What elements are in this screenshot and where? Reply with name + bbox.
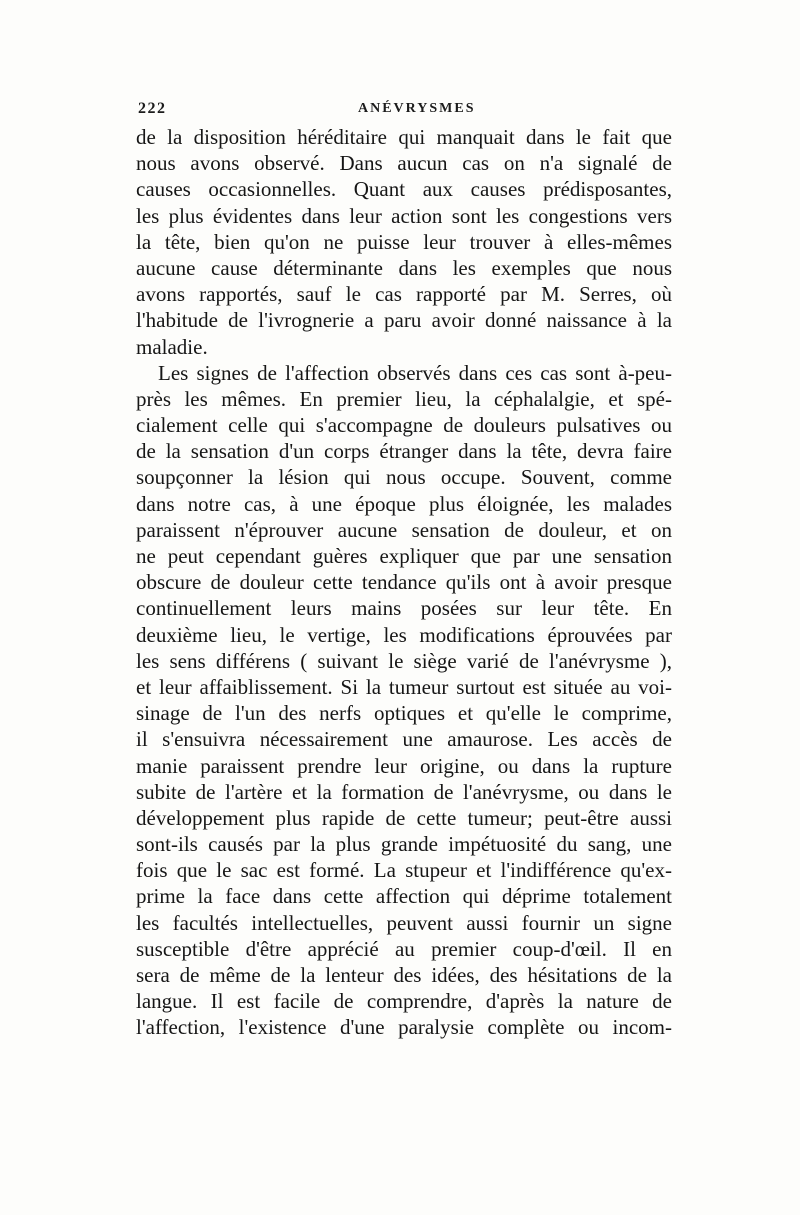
text-line: causes occasionnelles. Quant aux causes prédisposantes, — [136, 177, 672, 202]
text-line: dans notre cas, à une époque plus éloignée, les malades — [136, 491, 672, 516]
text-line: subite de l'artère et la formation de l'anévrysme, ou dans le — [136, 779, 672, 804]
text-line: les sens différens ( suivant le siège varié de l'anévrysme ), — [136, 648, 672, 673]
text-line: susceptible d'être apprécié au premier coup-d'œil. Il en — [136, 936, 672, 961]
text-line: la tête, bien qu'on ne puisse leur trouver à elles-mêmes — [136, 229, 672, 254]
page-header — [138, 100, 668, 124]
body-text — [136, 124, 672, 1041]
text-line: langue. Il est facile de comprendre, d'après la nature de — [136, 989, 672, 1014]
text-line: de la disposition héréditaire qui manquait dans le fait que — [136, 125, 672, 149]
text-line: continuellement leurs mains posées sur leur tête. En — [136, 596, 672, 621]
text-line: développement plus rapide de cette tumeur; peut-être aussi — [136, 805, 672, 830]
text-line: fois que le sac est formé. La stupeur et l'indifférence qu'ex- — [136, 858, 672, 883]
paragraph-2 — [136, 360, 672, 1041]
text-line: Les signes de l'affection observés dans ces cas sont à-peu- — [158, 360, 672, 385]
text-line: deuxième lieu, le vertige, les modifications éprouvées par — [136, 622, 672, 647]
text-line: l'habitude de l'ivrognerie a paru avoir donné naissance à la — [136, 308, 672, 333]
text-line: de la sensation d'un corps étranger dans la tête, devra faire — [136, 439, 672, 464]
text-line: prime la face dans cette affection qui déprime totalement — [136, 884, 672, 909]
text-line: sont-ils causés par la plus grande impétuosité du sang, une — [136, 832, 672, 857]
running-title: ANÉVRYSMES — [358, 101, 476, 116]
text-line: les plus évidentes dans leur action sont les congestions vers — [136, 203, 672, 228]
text-line: obscure de douleur cette tendance qu'ils ont à avoir presque — [136, 570, 672, 595]
text-line: maladie. — [136, 334, 208, 359]
text-line: ne peut cependant guères expliquer que par une sensation — [136, 544, 672, 568]
paragraph-1 — [136, 124, 672, 360]
text-line: il s'ensuivra nécessairement une amaurose. Les accès de — [136, 727, 672, 752]
text-line: les facultés intellectuelles, peuvent aussi fournir un signe — [136, 910, 672, 935]
text-line: paraissent n'éprouver aucune sensation de douleur, et on — [136, 517, 672, 542]
text-line: manie paraissent prendre leur origine, ou dans la rupture — [136, 753, 672, 778]
text-line: nous avons observé. Dans aucun cas on n'a signalé de — [136, 151, 672, 176]
text-line: soupçonner la lésion qui nous occupe. Souvent, comme — [136, 465, 672, 490]
text-line: et leur affaiblissement. Si la tumeur surtout est située au voi- — [136, 674, 672, 699]
text-line: près les mêmes. En premier lieu, la céphalalgie, et spé- — [136, 386, 672, 411]
page-number: 222 — [138, 100, 167, 117]
text-line: cialement celle qui s'accompagne de douleurs pulsatives ou — [136, 413, 672, 438]
text-line: avons rapportés, sauf le cas rapporté par M. Serres, où — [136, 282, 672, 307]
text-line: l'affection, l'existence d'une paralysie complète ou incom- — [136, 1015, 672, 1040]
text-line: sinage de l'un des nerfs optiques et qu'elle le comprime, — [136, 701, 672, 726]
text-line: sera de même de la lenteur des idées, des hésitations de la — [136, 963, 672, 987]
text-line: aucune cause déterminante dans les exemples que nous — [136, 255, 672, 280]
